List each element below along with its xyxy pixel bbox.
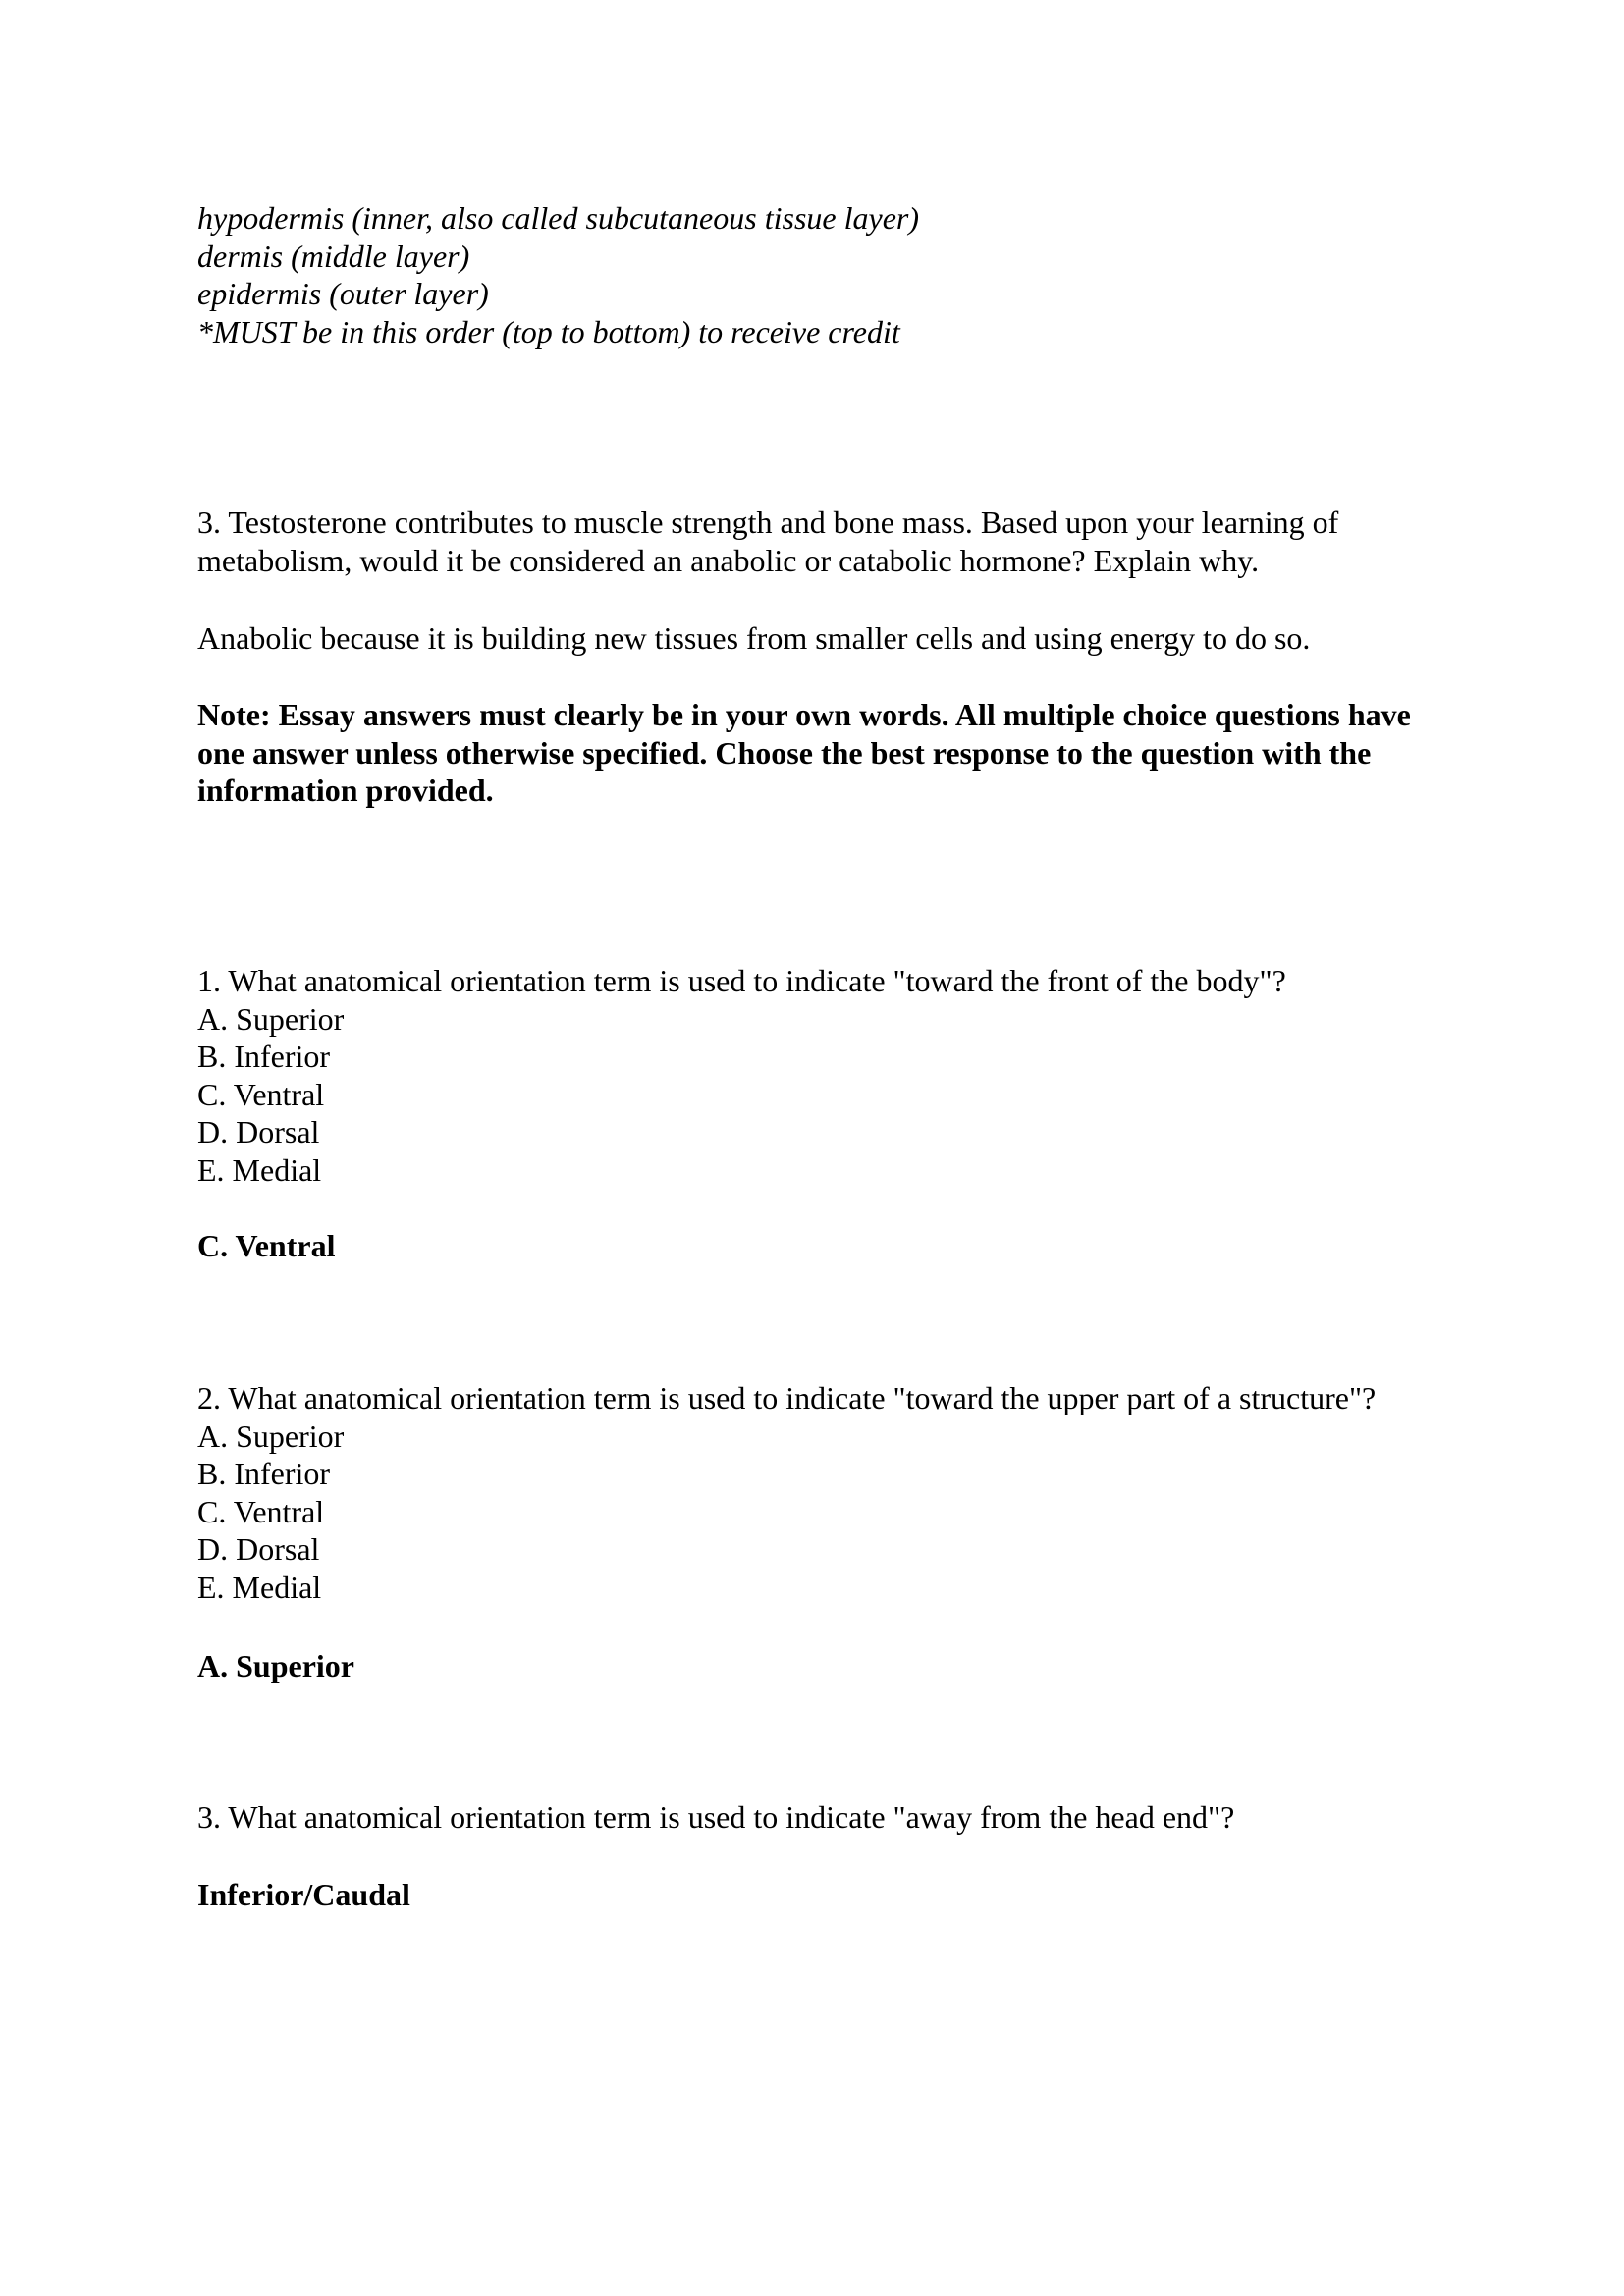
option: C. Ventral	[197, 1076, 325, 1112]
question-line: metabolism, would it be considered an anabolic or catabolic hormone? Explain why.	[197, 542, 1260, 578]
option: B. Inferior	[197, 1456, 331, 1492]
layer-line: dermis (middle layer)	[197, 238, 470, 274]
answer-text: Anabolic because it is building new tissues from smaller cells and using energy to do so.	[197, 620, 1311, 656]
option: D. Dorsal	[197, 1531, 320, 1568]
option: A. Superior	[197, 1417, 345, 1454]
order-note: *MUST be in this order (top to bottom) to receive credit	[197, 313, 900, 349]
essay-answer-3	[197, 619, 1484, 658]
question-line: 3. Testosterone contributes to muscle strength and bone mass. Based upon your learning of	[197, 505, 1339, 540]
question-text: 1. What anatomical orientation term is used to indicate "toward the front of the body"?	[197, 963, 1286, 998]
mc-answer-2: A. Superior	[197, 1648, 354, 1683]
mc-answer-1: C. Ventral	[197, 1228, 336, 1263]
mc-question-1	[197, 962, 1484, 1190]
essay-question-3	[197, 504, 1484, 579]
instructions-note	[197, 696, 1484, 810]
skin-layers-answer	[197, 199, 1484, 350]
option: E. Medial	[197, 1151, 322, 1188]
note-line: Note: Essay answers must clearly be in your own words. All multiple choice questions have	[197, 697, 1411, 732]
layer-line: hypodermis (inner, also called subcutaneous tissue layer)	[197, 200, 919, 236]
mc-answer-3: Inferior/Caudal	[197, 1877, 410, 1912]
question-text: 2. What anatomical orientation term is used to indicate "toward the upper part of a structure"?	[197, 1380, 1377, 1415]
mc-question-3: 3. What anatomical orientation term is used to indicate "away from the head end"?	[197, 1799, 1235, 1835]
option: E. Medial	[197, 1569, 322, 1605]
note-line: one answer unless otherwise specified. Choose the best response to the question with the	[197, 734, 1372, 771]
option: A. Superior	[197, 1000, 345, 1037]
option: C. Ventral	[197, 1493, 325, 1529]
mc-question-2	[197, 1379, 1484, 1607]
note-line: information provided.	[197, 773, 494, 809]
layer-line: epidermis (outer layer)	[197, 276, 489, 312]
option: D. Dorsal	[197, 1114, 320, 1150]
option: B. Inferior	[197, 1039, 331, 1075]
